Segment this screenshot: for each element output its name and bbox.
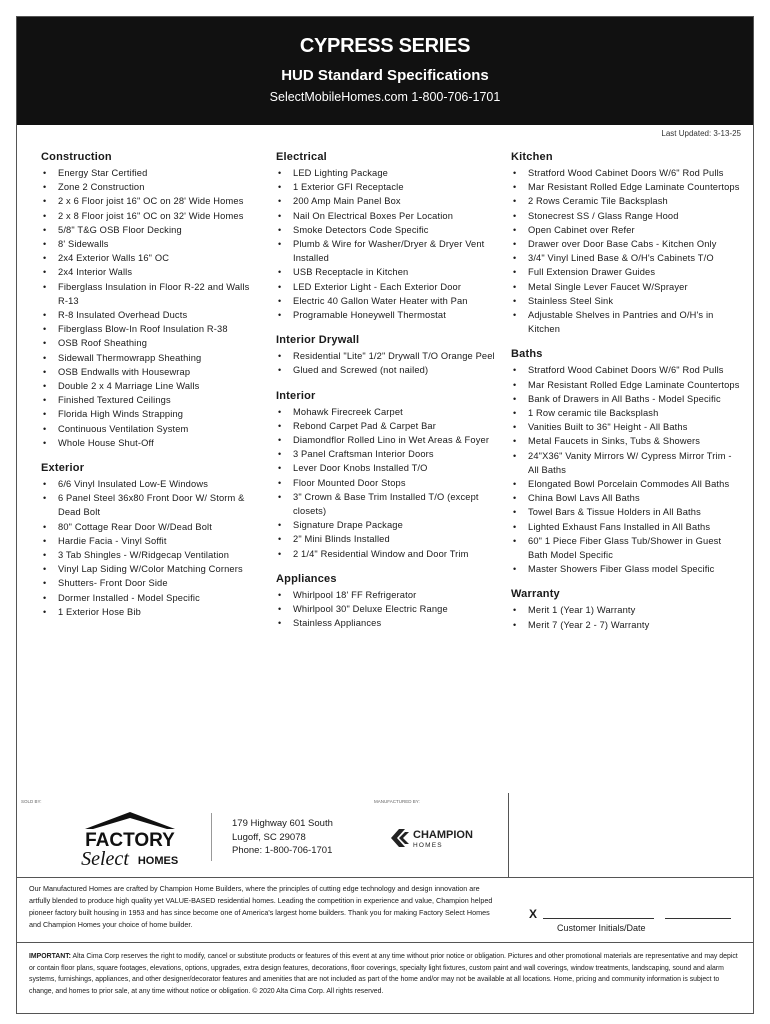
interior-heading: Interior <box>276 389 316 402</box>
spec-item: • 24"X36" Vanity Mirrors W/ Cypress Mirror Trim - All Baths <box>511 449 741 477</box>
interior-section <box>276 390 498 561</box>
drywall-section <box>276 334 498 377</box>
spec-item: • Mohawk Firecreek Carpet <box>276 405 498 419</box>
address-line-2: Lugoff, SC 29078 <box>232 831 306 843</box>
initials-line[interactable] <box>543 918 654 919</box>
svg-text:FACTORY: FACTORY <box>85 830 175 851</box>
spec-item: • Merit 7 (Year 2 - 7) Warranty <box>511 618 741 632</box>
warranty-section <box>511 588 741 631</box>
spec-item: • Vanities Built to 36" Height - All Baths <box>511 420 741 434</box>
spec-item: • Stratford Wood Cabinet Doors W/6" Rod Pulls <box>511 363 741 377</box>
spec-item: • R-8 Insulated Overhead Ducts <box>41 308 261 322</box>
spec-item: • 2x4 Interior Walls <box>41 265 261 279</box>
sold-by-label: SOLD BY: <box>21 799 42 804</box>
spec-item: • 80" Cottage Rear Door W/Dead Bolt <box>41 520 261 534</box>
spec-item: • Whirlpool 30" Deluxe Electric Range <box>276 602 498 616</box>
factory-select-homes-logo <box>55 809 205 869</box>
spec-item: • 2x4 Exterior Walls 16" OC <box>41 251 261 265</box>
series-title: CYPRESS SERIES <box>299 35 471 57</box>
footer-rule-2 <box>17 942 753 943</box>
dealer-address <box>232 817 333 858</box>
spec-item: • Stratford Wood Cabinet Doors W/6" Rod Pulls <box>511 166 741 180</box>
baths-section <box>511 348 741 576</box>
svg-text:HOMES: HOMES <box>137 855 179 867</box>
footer-vertical-rule <box>508 793 509 878</box>
spec-item: • Glued and Screwed (not nailed) <box>276 363 498 377</box>
spec-item: • Metal Single Lever Faucet W/Sprayer <box>511 280 741 294</box>
spec-item: • 1 Row ceramic tile Backsplash <box>511 406 741 420</box>
spec-item: • 2 1/4" Residential Window and Door Trim <box>276 547 498 561</box>
exterior-heading: Exterior <box>41 462 85 475</box>
spec-item: • Zone 2 Construction <box>41 180 261 194</box>
spec-item: • Open Cabinet over Refer <box>511 223 741 237</box>
spec-item: • Plumb & Wire for Washer/Dryer & Dryer Vent Installed <box>276 237 498 265</box>
spec-item: • Adjustable Shelves in Pantries and O/H's in Kitchen <box>511 308 741 336</box>
spec-item: • Full Extension Drawer Guides <box>511 265 741 279</box>
address-line-3: Phone: 1-800-706-1701 <box>232 845 333 856</box>
construction-heading: Construction <box>41 151 112 163</box>
spec-item: • Rebond Carpet Pad & Carpet Bar <box>276 419 498 433</box>
spec-item: • Diamondflor Rolled Lino in Wet Areas & Foyer <box>276 433 498 447</box>
spec-item: • Programable Honeywell Thermostat <box>276 308 498 322</box>
construction-list <box>41 166 261 450</box>
spec-item: • Stonecrest SS / Glass Range Hood <box>511 209 741 223</box>
electrical-list <box>276 166 498 322</box>
spec-item: • Metal Faucets in Sinks, Tubs & Showers <box>511 434 741 448</box>
spec-item: • Nail On Electrical Boxes Per Location <box>276 209 498 223</box>
signature-x: X <box>529 907 538 921</box>
spec-item: • Continuous Ventilation System <box>41 422 261 436</box>
appliances-list <box>276 588 498 631</box>
spec-item: • Lever Door Knobs Installed T/O <box>276 461 498 475</box>
baths-list <box>511 363 741 576</box>
about-text: Our Manufactured Homes are crafted by Champion Home Builders, where the principles of cutting edge technology and design innovation are artfully blended to produce high quality yet VALUE-BASED residential homes. Leading the competition in experience and value, Champion helped pioneer factory built housing in 1953 and has since become one of America's largest home builders. Thank you for making Factory Select Homes and Champion Homes your choice of home builder. <box>29 884 493 929</box>
spec-item: • 60" 1 Piece Fiber Glass Tub/Shower in Guest Bath Model Specific <box>511 534 741 562</box>
spec-item: • 3 Panel Craftsman Interior Doors <box>276 447 498 461</box>
spec-item: • 1 Exterior GFI Receptacle <box>276 180 498 194</box>
important-text: Alta Cima Corp reserves the right to modify, cancel or substitute products or features of this event at any time without prior notice or obligation. Pictures and other promotional materials are representative and may depict or contain floor plans, square footages, elevations, options, upgrades, extra design features, decorations, floor coverings, specialty light fixtures, custom paint and wall coverings, window treatments, landscaping, sound and alarm systems, furnishings, appliances, and other designer/decorator features and amenities that are not included as part of the home and/or may not be available at all locations. Home, pricing and community information is subject to change, and homes to prior sale, at any time without notice or obligation. © 2020 Alta Cima Corp. All rights reserved. <box>29 953 738 995</box>
spec-item: • Towel Bars & Tissue Holders in All Baths <box>511 505 741 519</box>
spec-item: • 2 x 8 Floor joist 16" OC on 32' Wide Homes <box>41 209 261 223</box>
spec-item: • Hardie Facia - Vinyl Soffit <box>41 534 261 548</box>
column-left <box>41 151 261 619</box>
svg-text:Select: Select <box>81 848 129 869</box>
spec-item: • Stainless Steel Sink <box>511 294 741 308</box>
header-banner <box>17 17 753 125</box>
spec-item: • 6/6 Vinyl Insulated Low-E Windows <box>41 477 261 491</box>
spec-item: • Bank of Drawers in All Baths - Model Specific <box>511 392 741 406</box>
spec-item: • Lighted Exhaust Fans Installed in All Baths <box>511 520 741 534</box>
spec-item: • 3 Tab Shingles - W/Ridgecap Ventilation <box>41 548 261 562</box>
spec-item: • 6 Panel Steel 36x80 Front Door W/ Storm & Dead Bolt <box>41 491 261 519</box>
spec-item: • Finished Textured Ceilings <box>41 393 261 407</box>
spec-item: • Mar Resistant Rolled Edge Laminate Countertops <box>511 180 741 194</box>
warranty-heading: Warranty <box>511 588 560 601</box>
spec-item: • Dormer Installed - Model Specific <box>41 591 261 605</box>
spec-item: • Whirlpool 18' FF Refrigerator <box>276 588 498 602</box>
baths-heading: Baths <box>511 348 543 361</box>
spec-item: • Sidewall Thermowrapp Sheathing <box>41 351 261 365</box>
spec-item: • OSB Endwalls with Housewrap <box>41 365 261 379</box>
spec-item: • Electric 40 Gallon Water Heater with Pan <box>276 294 498 308</box>
spec-item: • Elongated Bowl Porcelain Commodes All Baths <box>511 477 741 491</box>
spec-item: • 8' Sidewalls <box>41 237 261 251</box>
spec-item: • Drawer over Door Base Cabs - Kitchen Only <box>511 237 741 251</box>
spec-item: • Floor Mounted Door Stops <box>276 476 498 490</box>
exterior-list <box>41 477 261 619</box>
spec-item: • USB Receptacle in Kitchen <box>276 265 498 279</box>
spec-item: • Florida High Winds Strapping <box>41 407 261 421</box>
important-label: IMPORTANT: <box>29 953 71 960</box>
important-notice <box>29 951 743 997</box>
warranty-list <box>511 603 741 631</box>
spec-item: • 3/4" Vinyl Lined Base & O/H's Cabinets T/O <box>511 251 741 265</box>
champion-homes-logo <box>387 825 497 851</box>
exterior-section <box>41 462 261 619</box>
electrical-section <box>276 151 498 322</box>
kitchen-heading: Kitchen <box>511 151 553 163</box>
spec-item: • 5/8" T&G OSB Floor Decking <box>41 223 261 237</box>
spec-subtitle: HUD Standard Specifications <box>281 67 489 84</box>
last-updated: Last Updated: 3-13-25 <box>661 129 741 138</box>
spec-item: • Double 2 x 4 Marriage Line Walls <box>41 379 261 393</box>
appliances-heading: Appliances <box>276 572 337 585</box>
spec-item: • 2 x 6 Floor joist 16" OC on 28' Wide Homes <box>41 194 261 208</box>
construction-section <box>41 151 261 450</box>
address-line-1: 179 Highway 601 South <box>232 818 333 829</box>
kitchen-list <box>511 166 741 336</box>
spec-item: • 2" Mini Blinds Installed <box>276 532 498 546</box>
spec-item: • Mar Resistant Rolled Edge Laminate Countertops <box>511 378 741 392</box>
spec-item: • 3" Crown & Base Trim Installed T/O (except closets) <box>276 490 498 518</box>
spec-item: • 1 Exterior Hose Bib <box>41 605 261 619</box>
spec-item: • Shutters- Front Door Side <box>41 576 261 590</box>
spec-item: • 2 Rows Ceramic Tile Backsplash <box>511 194 741 208</box>
spec-item: • Energy Star Certified <box>41 166 261 180</box>
spec-item: • Stainless Appliances <box>276 616 498 630</box>
spec-item: • Vinyl Lap Siding W/Color Matching Corners <box>41 562 261 576</box>
spec-item: • LED Exterior Light - Each Exterior Door <box>276 280 498 294</box>
spec-sheet <box>16 16 754 1014</box>
spec-item: • Master Showers Fiber Glass model Specific <box>511 562 741 576</box>
kitchen-section <box>511 151 741 336</box>
svg-text:CHAMPION: CHAMPION <box>413 829 473 841</box>
footer-divider <box>211 813 212 861</box>
drywall-heading: Interior Drywall <box>276 334 360 347</box>
column-middle <box>276 151 498 630</box>
interior-list <box>276 405 498 561</box>
column-right <box>511 151 741 632</box>
spec-item: • Signature Drape Package <box>276 518 498 532</box>
manufactured-by-label: MANUFACTURED BY: <box>374 799 420 804</box>
spec-item: • LED Lighting Package <box>276 166 498 180</box>
spec-item: • Smoke Detectors Code Specific <box>276 223 498 237</box>
electrical-heading: Electrical <box>276 151 327 163</box>
spec-item: • OSB Roof Sheathing <box>41 336 261 350</box>
appliances-section <box>276 573 498 631</box>
contact-line: SelectMobileHomes.com 1-800-706-1701 <box>269 90 501 104</box>
spec-item: • China Bowl Lavs All Baths <box>511 491 741 505</box>
svg-text:HOMES: HOMES <box>413 842 443 849</box>
spec-item: • Fiberglass Blow-In Roof Insulation R-38 <box>41 322 261 336</box>
spec-item: • Whole House Shut-Off <box>41 436 261 450</box>
date-line[interactable] <box>665 918 731 919</box>
drywall-list <box>276 349 498 377</box>
spec-item: • Residential "Lite" 1/2" Drywall T/O Orange Peel <box>276 349 498 363</box>
signature-label: Customer Initials/Date <box>557 923 646 933</box>
spec-item: • Merit 1 (Year 1) Warranty <box>511 603 741 617</box>
spec-item: • 200 Amp Main Panel Box <box>276 194 498 208</box>
footer-rule-1 <box>17 877 753 878</box>
spec-item: • Fiberglass Insulation in Floor R-22 and Walls R-13 <box>41 280 261 308</box>
